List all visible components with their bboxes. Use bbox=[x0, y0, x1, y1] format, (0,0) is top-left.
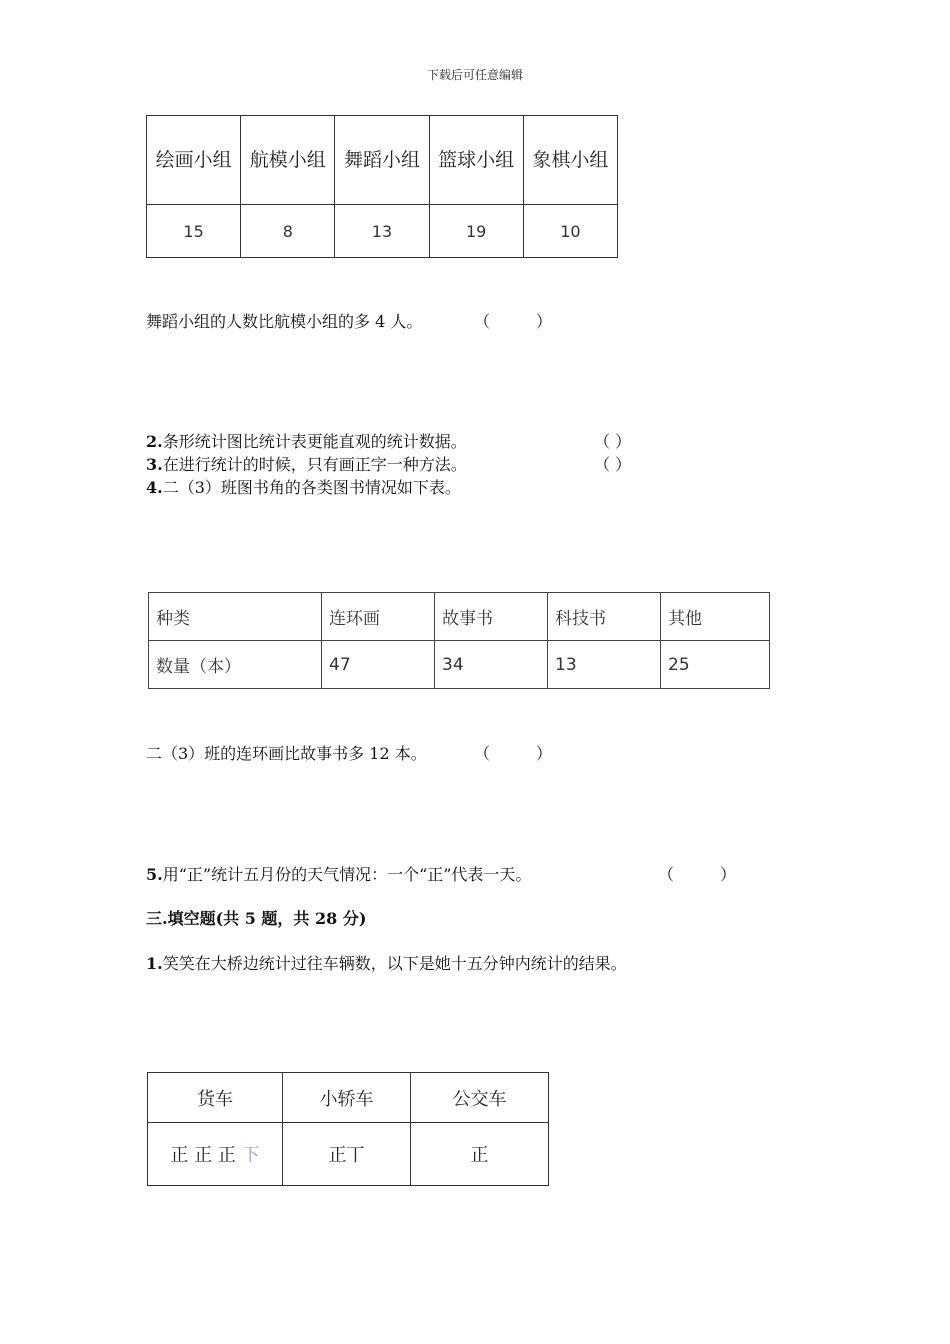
vehicle-tally-table bbox=[147, 1072, 549, 1186]
table-header-cell: 货车 bbox=[148, 1073, 283, 1123]
question-5 bbox=[146, 862, 531, 885]
table-row bbox=[148, 1123, 549, 1186]
table-cell: 25 bbox=[661, 641, 770, 689]
section-title: 三.填空题(共 5 题，共 28 分) bbox=[146, 909, 367, 928]
question-text: 二（3）班的连环画比故事书多 12 本。 bbox=[146, 744, 427, 763]
tally-marks: 正 bbox=[328, 1145, 347, 1166]
interest-group-table bbox=[146, 115, 618, 258]
question-text: 笑笑在大桥边统计过往车辆数，以下是她十五分钟内统计的结果。 bbox=[162, 954, 627, 973]
question-number: 5. bbox=[146, 865, 163, 884]
table-cell: 19 bbox=[429, 205, 523, 258]
question-4 bbox=[146, 475, 461, 498]
table-header-cell: 连环画 bbox=[322, 593, 435, 641]
table-header-cell: 绘画小组 bbox=[147, 116, 241, 205]
question-number: 1. bbox=[146, 954, 163, 973]
table-cell: 13 bbox=[548, 641, 661, 689]
question-4-statement bbox=[146, 741, 427, 764]
question-number: 3. bbox=[146, 455, 163, 474]
table-header-cell: 其他 bbox=[661, 593, 770, 641]
question-text: 二（3）班图书角的各类图书情况如下表。 bbox=[162, 478, 461, 497]
tally-partial: 下 bbox=[241, 1145, 260, 1166]
table-header-cell: 科技书 bbox=[548, 593, 661, 641]
table-header-cell: 种类 bbox=[149, 593, 322, 641]
table-header-cell: 航模小组 bbox=[241, 116, 335, 205]
table-cell bbox=[283, 1123, 411, 1186]
question-dance bbox=[146, 309, 422, 332]
table-cell: 15 bbox=[147, 205, 241, 258]
table-row bbox=[149, 641, 770, 689]
table-row bbox=[148, 1073, 549, 1123]
table-cell: 8 bbox=[241, 205, 335, 258]
question-2 bbox=[146, 429, 467, 452]
table-header-cell: 舞蹈小组 bbox=[335, 116, 429, 205]
question-text: 舞蹈小组的人数比航模小组的多 4 人。 bbox=[146, 312, 423, 331]
table-header-cell: 小轿车 bbox=[283, 1073, 411, 1123]
question-3 bbox=[146, 452, 467, 475]
table-header-cell: 公交车 bbox=[411, 1073, 549, 1123]
table-cell bbox=[411, 1123, 549, 1186]
tally-partial: 丅 bbox=[346, 1145, 365, 1166]
table-row bbox=[149, 593, 770, 641]
answer-paren-close: ） bbox=[536, 312, 553, 331]
answer-paren-close: ） bbox=[720, 865, 737, 884]
question-text: 在进行统计的时候，只有画正字一种方法。 bbox=[162, 455, 467, 474]
answer-paren: （ ） bbox=[594, 455, 632, 474]
tally-marks: 正 bbox=[470, 1145, 489, 1166]
question-number: 2. bbox=[146, 432, 163, 451]
table-cell bbox=[148, 1123, 283, 1186]
answer-paren-open: （ bbox=[658, 865, 675, 884]
table-row bbox=[147, 116, 618, 205]
table-cell: 13 bbox=[335, 205, 429, 258]
tally-marks: 正 正 正 bbox=[170, 1145, 236, 1166]
book-table bbox=[148, 592, 770, 689]
question-text: 条形统计图比统计表更能直观的统计数据。 bbox=[162, 432, 467, 451]
table-cell: 47 bbox=[322, 641, 435, 689]
table-header-cell: 篮球小组 bbox=[429, 116, 523, 205]
table-cell: 10 bbox=[523, 205, 617, 258]
question-number: 4. bbox=[146, 478, 163, 497]
answer-paren: （ ） bbox=[594, 432, 632, 451]
question-text: 用“正”统计五月份的天气情况：一个“正”代表一天。 bbox=[162, 865, 532, 884]
table-header-cell: 象棋小组 bbox=[523, 116, 617, 205]
answer-paren-open: （ bbox=[474, 312, 491, 331]
answer-paren-open: （ bbox=[474, 744, 491, 763]
table-header-cell: 故事书 bbox=[435, 593, 548, 641]
page-header: 下载后可任意编辑 bbox=[426, 68, 523, 82]
table-row bbox=[147, 205, 618, 258]
table-cell: 34 bbox=[435, 641, 548, 689]
answer-paren-close: ） bbox=[536, 744, 553, 763]
fill-question-1 bbox=[146, 951, 627, 974]
table-cell: 数量（本） bbox=[149, 641, 322, 689]
